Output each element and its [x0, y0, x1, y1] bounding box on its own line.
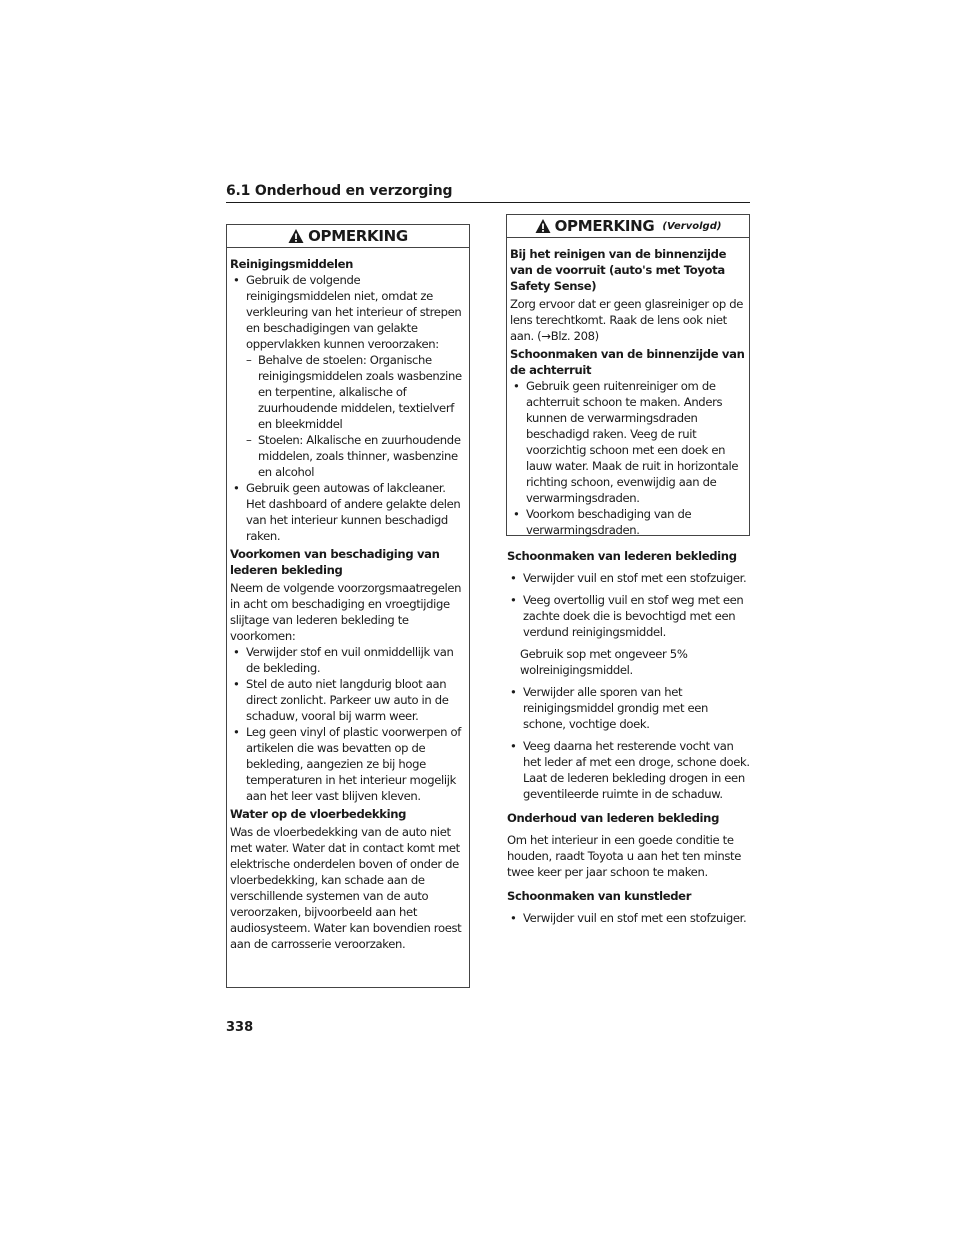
dash-item: – Behalve de stoelen: Organische reinigingsmiddelen zoals wasbenzine en terpentine, alkalische of zuurhoudende middelen, textielverf en bleekmiddel [230, 352, 467, 432]
notice-box-header [507, 215, 749, 238]
section-heading: Voorkomen van beschadiging van lederen bekleding [230, 547, 440, 577]
bullet-item: • Gebruik geen autowas of lakcleaner. Het dashboard of andere gelakte delen van het interieur kunnen beschadigd raken. [230, 480, 467, 544]
bullet-item: • Voorkom beschadiging van de verwarmingsdraden. [510, 506, 747, 538]
section-title: 6.1 Onderhoud en verzorging [226, 183, 453, 199]
section-heading: Bij het reinigen van de binnenzijde van de voorruit (auto's met Toyota Safety Sense) [510, 247, 727, 293]
bullet-item: • Veeg daarna het resterende vocht van het leder af met een droge, schone doek. Laat de lederen bekleding drogen in een geventileerde ruimte in de schaduw. [507, 738, 752, 802]
section-heading: Water op de vloerbedekking [230, 807, 407, 821]
right-column-text [507, 540, 752, 932]
paragraph: Zorg ervoor dat er geen glasreiniger op de lens terechtkomt. Raak de lens ook niet aan. (→Blz. 208) [510, 297, 744, 343]
section-header [226, 180, 750, 203]
bullet-item: • Verwijder vuil en stof met een stofzuiger. [507, 910, 752, 926]
dash-item: – Stoelen: Alkalische en zuurhoudende middelen, zoals thinner, wasbenzine en alcohol [230, 432, 467, 480]
bullet-item: • Verwijder stof en vuil onmiddellijk van de bekleding. [230, 644, 467, 676]
notice-box-header [227, 225, 469, 248]
section-heading: Schoonmaken van de binnenzijde van de achterruit [510, 347, 745, 377]
bullet-item: • Verwijder vuil en stof met een stofzuiger. [507, 570, 752, 586]
notice-box-body [507, 238, 749, 538]
notice-title: OPMERKING [554, 217, 655, 235]
bullet-item: • Verwijder alle sporen van het reinigingsmiddel grondig met een schone, vochtige doek. [507, 684, 752, 732]
indented-paragraph: Gebruik sop met ongeveer 5% wolreinigingsmiddel. [520, 647, 688, 677]
paragraph: Was de vloerbedekking van de auto niet met water. Water dat in contact komt met elektrische onderdelen boven of onder de vloerbedekking, kan schade aan de verschillende systemen van de auto veroorzaken, bijvoorbeeld aan het audiosysteem. Water kan bovendien roest aan de carrosserie veroorzaken. [230, 825, 462, 951]
notice-box-left [226, 224, 470, 988]
section-heading: Schoonmaken van lederen bekleding [507, 549, 737, 563]
notice-title: OPMERKING [308, 227, 408, 245]
notice-box-body [227, 248, 469, 952]
notice-continued-label: (Vervolgd) [662, 220, 722, 232]
warning-triangle-icon [535, 218, 551, 234]
bullet-item: • Veeg overtollig vuil en stof weg met een zachte doek die is bevochtigd met een verdund reinigingsmiddel. [507, 592, 752, 640]
bullet-item: • Stel de auto niet langdurig bloot aan direct zonlicht. Parkeer uw auto in de schaduw, vooral bij warm weer. [230, 676, 467, 724]
page-number: 338 [226, 1020, 254, 1035]
section-heading: Reinigingsmiddelen [230, 257, 354, 271]
section-heading: Onderhoud van lederen bekleding [507, 811, 720, 825]
bullet-item: • Gebruik geen ruitenreiniger om de achterruit schoon te maken. Anders kunnen de verwarmingsdraden beschadigd raken. Veeg de ruit voorzichtig schoon met een doek en lauw water. Maak de ruit in horizontale richting schoon, evenwijdig aan de verwarmingsdraden. [510, 378, 747, 506]
paragraph: Neem de volgende voorzorgsmaatregelen in acht om beschadiging en vroegtijdige slijtage van lederen bekleding te voorkomen: [230, 581, 462, 643]
bullet-item: • Leg geen vinyl of plastic voorwerpen of artikelen die was bevatten op de bekleding, aangezien ze bij hoge temperaturen in het interieur mogelijk aan het leer vast blijven kleven. [230, 724, 467, 804]
warning-triangle-icon [288, 228, 304, 244]
notice-box-right [506, 214, 750, 536]
paragraph: Om het interieur in een goede conditie te houden, raadt Toyota u aan het ten minste twee keer per jaar schoon te maken. [507, 833, 741, 879]
bullet-item: • Gebruik de volgende reinigingsmiddelen niet, omdat ze verkleuring van het interieur of strepen en beschadigingen van gelakte oppervlakken kunnen veroorzaken: [230, 272, 467, 352]
section-heading: Schoonmaken van kunstleder [507, 889, 692, 903]
